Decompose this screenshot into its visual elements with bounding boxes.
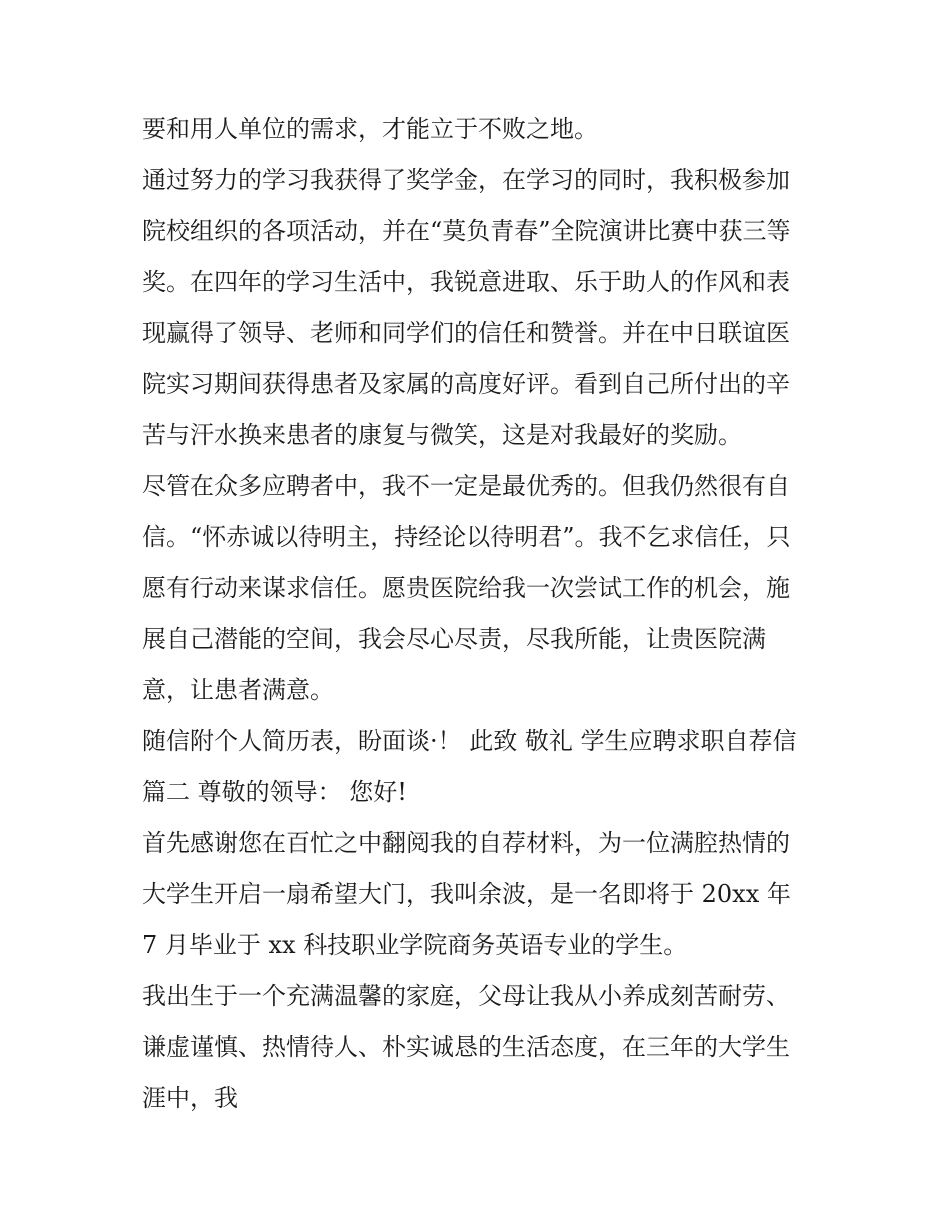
text-line: 7 月毕业于 xx 科技职业学院商务英语专业的学生。: [142, 931, 688, 959]
text-line: 随信附个人简历表，盼面谈·！ 此致 敬礼 学生应聘求职自荐信: [142, 727, 797, 755]
text-line: 要和用人单位的需求，才能立于不败之地。: [142, 115, 598, 143]
text-line: 尽管在众多应聘者中，我不一定是最优秀的。但我仍然很有自: [142, 472, 790, 500]
text-line: 意，让患者满意。: [142, 676, 334, 704]
text-line: 信。“怀赤诚以待明主，持经论以待明君”。我不乞求信任，只: [142, 523, 791, 551]
text-line: 院实习期间获得患者及家属的高度好评。看到自己所付出的辛: [142, 370, 790, 398]
text-line: 愿有行动来谋求信任。愿贵医院给我一次尝试工作的机会，施: [142, 574, 790, 602]
text-line: 首先感谢您在百忙之中翻阅我的自荐材料，为一位满腔热情的: [142, 829, 790, 857]
text-line: 奖。在四年的学习生活中，我锐意进取、乐于助人的作风和表: [142, 268, 790, 296]
text-line: 大学生开启一扇希望大门，我叫余波，是一名即将于 20xx 年: [142, 880, 791, 908]
text-line: 院校组织的各项活动，并在“莫负青春”全院演讲比赛中获三等: [142, 217, 791, 245]
text-line: 篇二 尊敬的领导： 您好!: [142, 778, 407, 806]
text-line: 我出生于一个充满温馨的家庭，父母让我从小养成刻苦耐劳、: [142, 982, 790, 1010]
document-body: [142, 104, 822, 1124]
text-line: 通过努力的学习我获得了奖学金，在学习的同时，我积极参加: [142, 166, 790, 194]
text-line: 涯中，我: [142, 1084, 238, 1112]
text-line: 现赢得了领导、老师和同学们的信任和赞誉。并在中日联谊医: [142, 319, 790, 347]
text-line: 苦与汗水换来患者的康复与微笑，这是对我最好的奖励。: [142, 421, 742, 449]
text-line: 展自己潜能的空间，我会尽心尽责，尽我所能，让贵医院满: [142, 625, 766, 653]
text-line: 谦虚谨慎、热情待人、朴实诚恳的生活态度，在三年的大学生: [142, 1033, 790, 1061]
